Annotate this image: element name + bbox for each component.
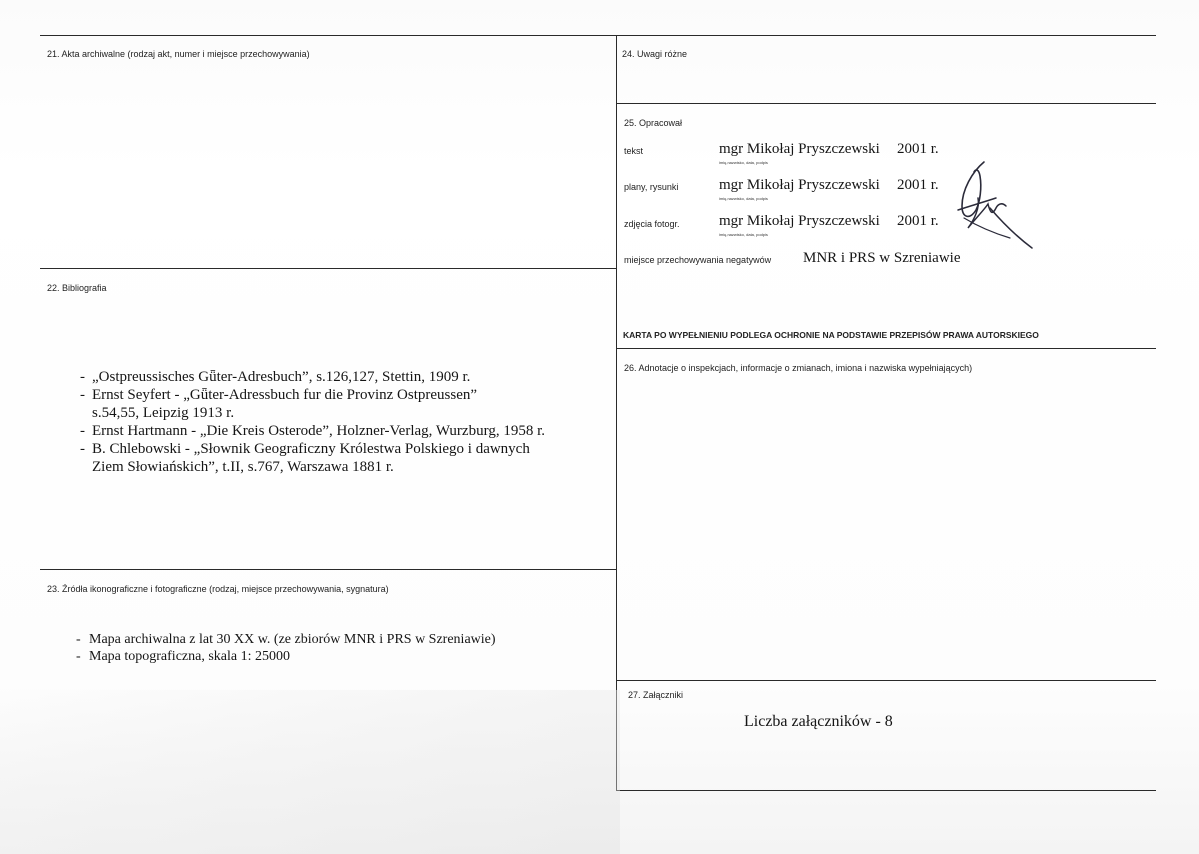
author-role-text: tekst — [624, 146, 644, 156]
bibliography-item: - Ernst Hartmann - „Die Kreis Osterode”, Holzner-Verlag, Wurzburg, 1958 r. — [80, 423, 545, 439]
rule-26-27 — [616, 680, 1156, 681]
column-divider — [616, 35, 617, 790]
author-role-photos: zdjęcia fotogr. — [624, 219, 680, 229]
paper-fold-shade — [0, 690, 620, 854]
section-21-label: 21. Akta archiwalne (rodzaj akt, numer i miejsce przechowywania) — [47, 49, 310, 59]
negatives-label: miejsce przechowywania negatywów — [624, 255, 772, 265]
author-name: mgr Mikołaj Pryszczewski — [719, 177, 880, 193]
source-item: - Mapa topograficzna, skala 1: 25000 — [76, 649, 290, 664]
section-23-label: 23. Źródła ikonograficzne i fotograficzne (rodzaj, miejsce przechowywania, sygnatura) — [47, 584, 389, 594]
bibliography-item: - B. Chlebowski - „Słownik Geograficzny Królestwa Polskiego i dawnych — [80, 441, 530, 457]
rule-24-25 — [616, 103, 1156, 104]
rule-22-23 — [40, 569, 616, 570]
bibliography-item: - Ernst Seyfert - „Gǖter-Adressbuch fur die Provinz Ostpreussen” — [80, 387, 478, 403]
attachments-count: Liczba załączników - 8 — [744, 713, 893, 730]
author-year: 2001 r. — [897, 141, 939, 157]
rule-27-bottom — [616, 790, 1156, 791]
bibliography-item: - „Ostpreussisches Gǖter-Adresbuch”, s.126,127, Stettin, 1909 r. — [80, 369, 471, 385]
section-26-label: 26. Adnotacje o inspekcjach, informacje o zmianach, imiona i nazwiska wypełniających) — [624, 363, 973, 373]
author-name: mgr Mikołaj Pryszczewski — [719, 213, 880, 229]
source-item: - Mapa archiwalna z lat 30 XX w. (ze zbiorów MNR i PRS w Szreniawie) — [76, 632, 496, 647]
signature-mark — [950, 158, 1036, 254]
section-27-label: 27. Załączniki — [628, 690, 684, 700]
author-year: 2001 r. — [897, 177, 939, 193]
top-rule — [40, 35, 1156, 36]
author-role-plans: plany, rysunki — [624, 182, 679, 192]
copyright-notice: KARTA PO WYPEŁNIENIU PODLEGA OCHRONIE NA PODSTAWIE PRZEPISÓW PRAWA AUTORSKIEGO — [623, 330, 1039, 340]
rule-25-26 — [616, 348, 1156, 349]
author-year: 2001 r. — [897, 213, 939, 229]
bibliography-item-continuation: s.54,55, Leipzig 1913 r. — [92, 405, 235, 421]
bibliography-item-continuation: Ziem Słowiańskich”, t.II, s.767, Warszawa 1881 r. — [92, 459, 394, 475]
author-hint: imię,nazwisko, data, podpis — [719, 160, 768, 165]
negatives-value: MNR i PRS w Szreniawie — [803, 250, 961, 266]
author-name: mgr Mikołaj Pryszczewski — [719, 141, 880, 157]
section-25-label: 25. Opracował — [624, 118, 683, 128]
bibliography-list — [80, 368, 545, 476]
section-24-label: 24. Uwagi różne — [622, 49, 688, 59]
author-hint: imię,nazwisko, data, podpis — [719, 232, 768, 237]
rule-21-22 — [40, 268, 616, 269]
sources-list — [76, 631, 496, 665]
author-hint: imię,nazwisko, data, podpis — [719, 196, 768, 201]
section-22-label: 22. Bibliografia — [47, 283, 107, 293]
